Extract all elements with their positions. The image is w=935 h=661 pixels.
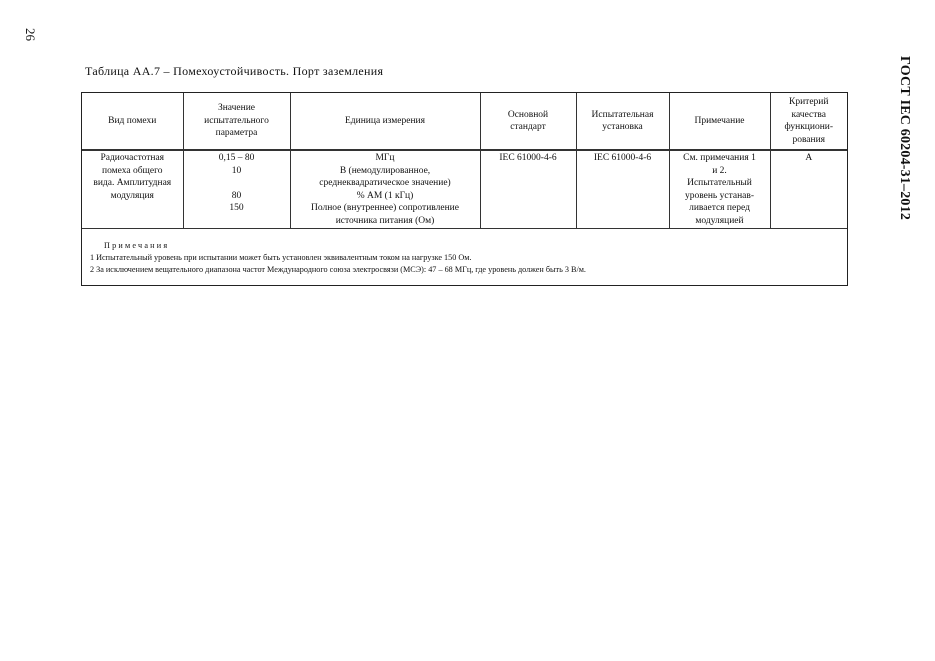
note-item-2: 2 За исключением вещательного диапазона частот Международного союза электросвязи (МСЭ): 47 – 68 МГц, где уровень должен быть 3 В/м. [90,265,586,274]
header-test-value: Значение испытательного параметра [183,93,290,150]
emc-table [81,92,848,286]
cell-basic-standard: IEC 61000-4-6 [480,150,576,229]
header-test-setup: Испытательная установка [576,93,669,150]
table-header-row [82,93,847,150]
note-item-1: 1 Испытательный уровень при испытании может быть установлен эквивалентным током на нагрузке 150 Ом. [90,253,472,262]
cell-criterion: A [770,150,847,229]
header-criterion: Критерий качества функциони- рования [770,93,847,150]
cell-disturbance: Радиочастотная помеха общего вида. Амплитудная модуляция [82,150,183,229]
header-note: Примечание [669,93,770,150]
table-notes [82,229,847,276]
cell-test-setup: IEC 61000-4-6 [576,150,669,229]
table-caption: Таблица АА.7 – Помехоустойчивость. Порт заземления [85,64,384,78]
header-unit: Единица измерения [290,93,480,150]
cell-units: МГц В (немодулированное, среднеквадратическое значение) % АМ (1 кГц) Полное (внутреннее) сопротивление источника питания (Ом) [290,150,480,229]
table-row [82,150,847,229]
page-number: 26 [23,28,38,41]
cell-test-values: 0,15 – 80 10 80 150 [183,150,290,229]
header-disturbance: Вид помехи [82,93,183,150]
notes-title: Примечания [104,241,170,250]
document-code: ГОСТ IEC 60204-31–2012 [897,56,912,221]
header-basic-standard: Основной стандарт [480,93,576,150]
cell-note: См. примечания 1 и 2. Испытательный уровень устанав- ливается перед модуляцией [669,150,770,229]
